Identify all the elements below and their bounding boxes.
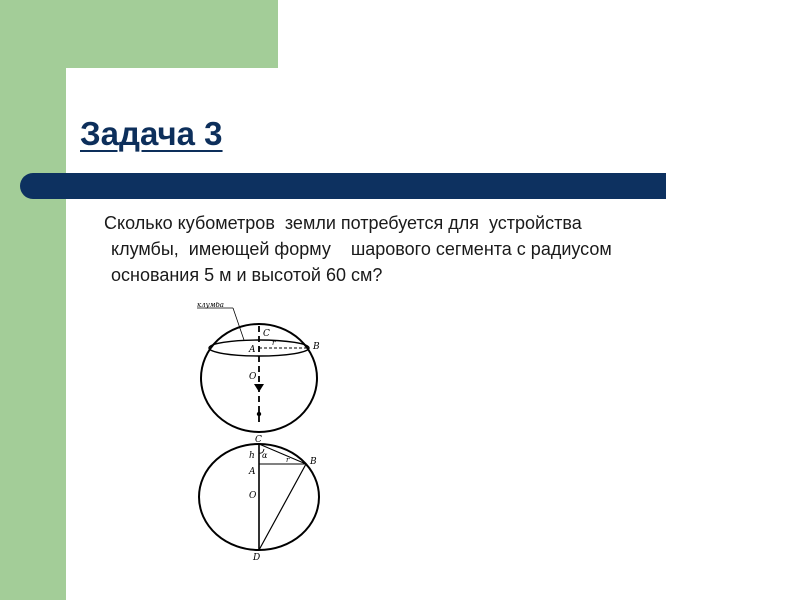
problem-line-3: основания 5 м и высотой 60 см? bbox=[111, 265, 383, 285]
label-r-top: r bbox=[272, 339, 276, 347]
point-c-top: C bbox=[263, 329, 270, 339]
title-divider-bar bbox=[20, 173, 666, 199]
point-b-top: B bbox=[313, 342, 320, 352]
point-a-top: A bbox=[249, 345, 256, 355]
point-a-bottom: A bbox=[249, 467, 256, 477]
green-side-band bbox=[0, 0, 66, 600]
point-o-bottom: O bbox=[249, 491, 257, 501]
slide-title: Задача 3 bbox=[80, 115, 223, 152]
bed-label: клумба bbox=[197, 302, 224, 309]
problem-line-1: Сколько кубометров земли потребуется для устройства bbox=[104, 213, 582, 233]
bed-leader-line bbox=[233, 308, 244, 340]
point-c-bottom: C bbox=[255, 435, 262, 445]
bottom-sphere bbox=[199, 435, 319, 562]
problem-line-2: клумбы, имеющей форму шарового сегмента с радиусом bbox=[111, 239, 612, 259]
axis-point bbox=[257, 412, 261, 416]
label-h: h bbox=[249, 451, 255, 461]
label-alpha: α bbox=[262, 451, 268, 460]
green-top-band bbox=[0, 0, 278, 68]
axis-arrow bbox=[254, 384, 264, 392]
geometry-diagram bbox=[192, 302, 332, 562]
top-sphere bbox=[197, 302, 320, 432]
sphere-segment-figure bbox=[192, 302, 332, 562]
point-o-top: O bbox=[249, 372, 257, 382]
point-b-bottom: B bbox=[310, 457, 317, 467]
label-r-bottom: r bbox=[286, 456, 290, 464]
point-d-bottom: D bbox=[253, 553, 261, 562]
